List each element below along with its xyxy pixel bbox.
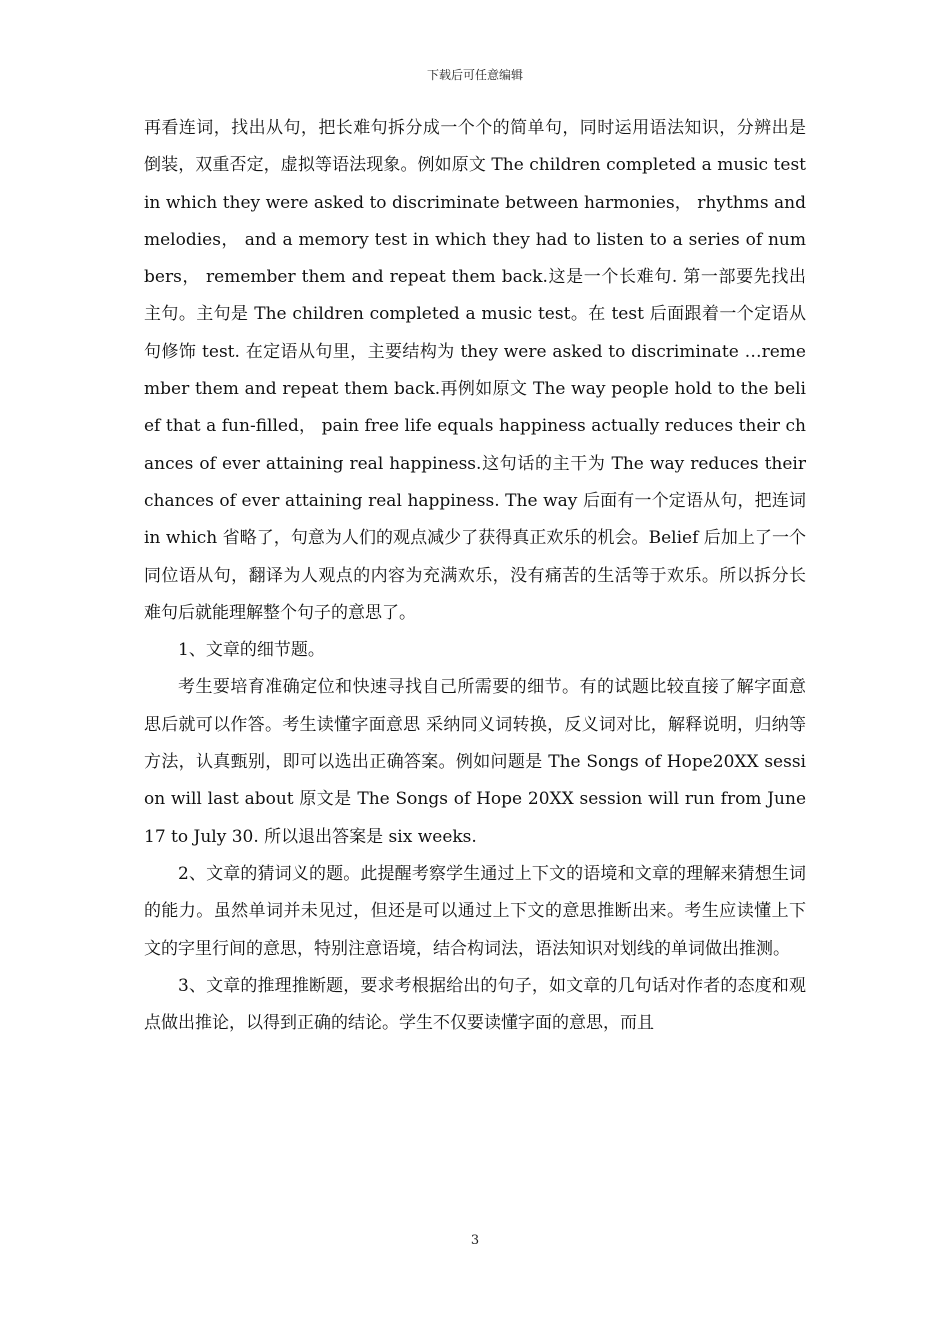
document-body [144, 110, 806, 1042]
paragraph-word-meaning-questions: 2、文章的猜词义的题。此提醒考察学生通过上下文的语境和文章的理解来猜想生词的能力。虽然单词并未见过，但还是可以通过上下文的意思推断出来。考生应读懂上下文的字里行间的意思，特别注意语境，结合构词法，语法知识对划线的单词做出推测。 [144, 863, 806, 959]
paragraph-inference-questions: 3、文章的推理推断题，要求考根据给出的句子，如文章的几句话对作者的态度和观点做出推论，以得到正确的结论。学生不仅要读懂字面的意思，而且 [144, 975, 806, 1034]
heading-detail-questions: 1、文章的细节题。 [178, 640, 325, 661]
page-number: 3 [470, 1233, 480, 1248]
paragraph-long-sentence-analysis: 再看连词，找出从句，把长难句拆分成一个个的简单句，同时运用语法知识，分辨出是倒装，双重否定，虚拟等语法现象。例如原文 The children completed a music test in which they were asked to discriminate between harmonies， rhythms and melodies， and a memory test in which they had to listen to a series of numbers， remember them and repeat them back.这是一个长难句. 第一部要先找出主句。主句是 The children completed a music test。在 test 后面跟着一个定语从句修饰 test. 在定语从句里，主要结构为 they were asked to discriminate …remember them and repeat them back.再例如原文 The way people hold to the belief that a fun-filled， pain free life equals happiness actually reduces their chances of ever attaining real happiness.这句话的主干为 The way reduces their chances of ever attaining real happiness. The way 后面有一个定语从句，把连词 in which 省略了，句意为人们的观点减少了获得真正欢乐的机会。Belief 后加上了一个同位语从句，翻译为人观点的内容为充满欢乐，没有痛苦的生活等于欢乐。所以拆分长难句后就能理解整个句子的意思了。 [144, 118, 806, 623]
paragraph-detail-questions: 考生要培育准确定位和快速寻找自己所需要的细节。有的试题比较直接了解字面意思后就可以作答。考生读懂字面意思 采纳同义词转换，反义词对比，解释说明，归纳等方法，认真甄别，即可以选出正确答案。例如问题是 The Songs of Hope20XX session will last about 原文是 The Songs of Hope 20XX session will run from June 17 to July 30. 所以退出答案是 six weeks. [144, 677, 806, 847]
page-header: 下载后可任意编辑 [426, 68, 523, 82]
